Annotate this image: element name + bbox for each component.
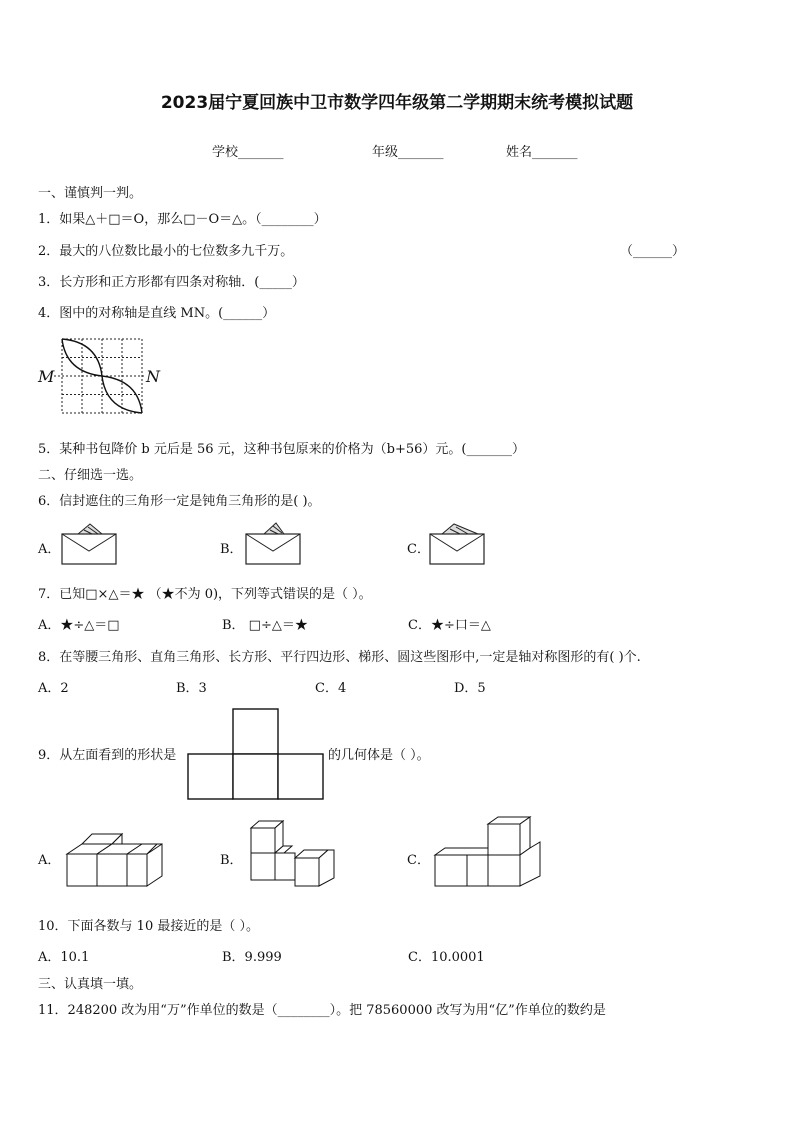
envelope-c-icon — [428, 518, 488, 566]
q9-option-a: A． — [38, 853, 61, 868]
envelope-a-icon — [60, 520, 120, 566]
q8-option-c: C．4 — [315, 681, 347, 696]
question-2-blank: （______） — [620, 244, 686, 259]
q6-option-c: C． — [407, 542, 430, 557]
section-3-heading: 三、认真填一填。 — [38, 977, 143, 992]
symmetry-figure — [54, 336, 149, 416]
question-6: 6．信封遮住的三角形一定是钝角三角形的是( )。 — [38, 494, 321, 509]
label-m: M — [38, 367, 55, 386]
q8-option-d: D．5 — [454, 681, 486, 696]
cube-figure-b — [248, 818, 340, 890]
question-7: 7．已知□×△＝★ （★不为 0)，下列等式错误的是（ ）。 — [38, 587, 372, 602]
cube-figure-a — [64, 830, 168, 890]
question-10: 10．下面各数与 10 最接近的是（ ）。 — [38, 919, 259, 934]
q6-option-a: A． — [38, 542, 61, 557]
q6-option-b: B． — [220, 542, 243, 557]
q8-option-b: B．3 — [176, 681, 207, 696]
q7-option-c: C．★÷口＝△ — [408, 618, 491, 633]
q10-option-a: A．10.1 — [38, 950, 90, 965]
cube-figure-c — [432, 814, 544, 888]
school-field: 学校_______ — [212, 145, 284, 160]
question-11: 11．248200 改为用“万”作单位的数是（________）。把 78560000 改写为用“亿”作单位的数约是 — [38, 1003, 606, 1018]
question-1: 1．如果△＋□＝O，那么□－O＝△。（________） — [38, 212, 327, 227]
question-5: 5．某种书包降价 b 元后是 56 元，这种书包原来的价格为（b+56）元。(_______） — [38, 442, 525, 457]
question-8: 8．在等腰三角形、直角三角形、长方形、平行四边形、梯形、圆这些图形中,一定是轴对称图形的有( )个. — [38, 650, 641, 665]
question-4: 4．图中的对称轴是直线 MN。(______） — [38, 306, 276, 321]
section-2-heading: 二、仔细选一选。 — [38, 468, 143, 483]
left-view-shape — [186, 707, 326, 803]
q9-option-c: C． — [407, 853, 430, 868]
q10-option-c: C．10.0001 — [408, 950, 485, 965]
q10-option-b: B．9.999 — [222, 950, 282, 965]
question-9-prefix: 9．从左面看到的形状是 — [38, 748, 177, 763]
envelope-b-icon — [244, 520, 304, 566]
question-9-suffix: 的几何体是（ ）。 — [328, 748, 430, 763]
q7-option-b: B． □÷△＝★ — [222, 618, 308, 633]
q9-option-b: B． — [220, 853, 243, 868]
label-n: N — [146, 367, 160, 386]
question-3: 3．长方形和正方形都有四条对称轴．(_____） — [38, 275, 305, 290]
name-field: 姓名_______ — [506, 145, 578, 160]
q8-option-a: A．2 — [38, 681, 69, 696]
page-title: 2023届宁夏回族中卫市数学四年级第二学期期末统考模拟试题 — [160, 93, 634, 113]
section-1-heading: 一、谨慎判一判。 — [38, 186, 143, 201]
grade-field: 年级_______ — [372, 145, 444, 160]
question-2: 2．最大的八位数比最小的七位数多九千万。 — [38, 244, 294, 259]
q7-option-a: A．★÷△＝□ — [38, 618, 120, 633]
